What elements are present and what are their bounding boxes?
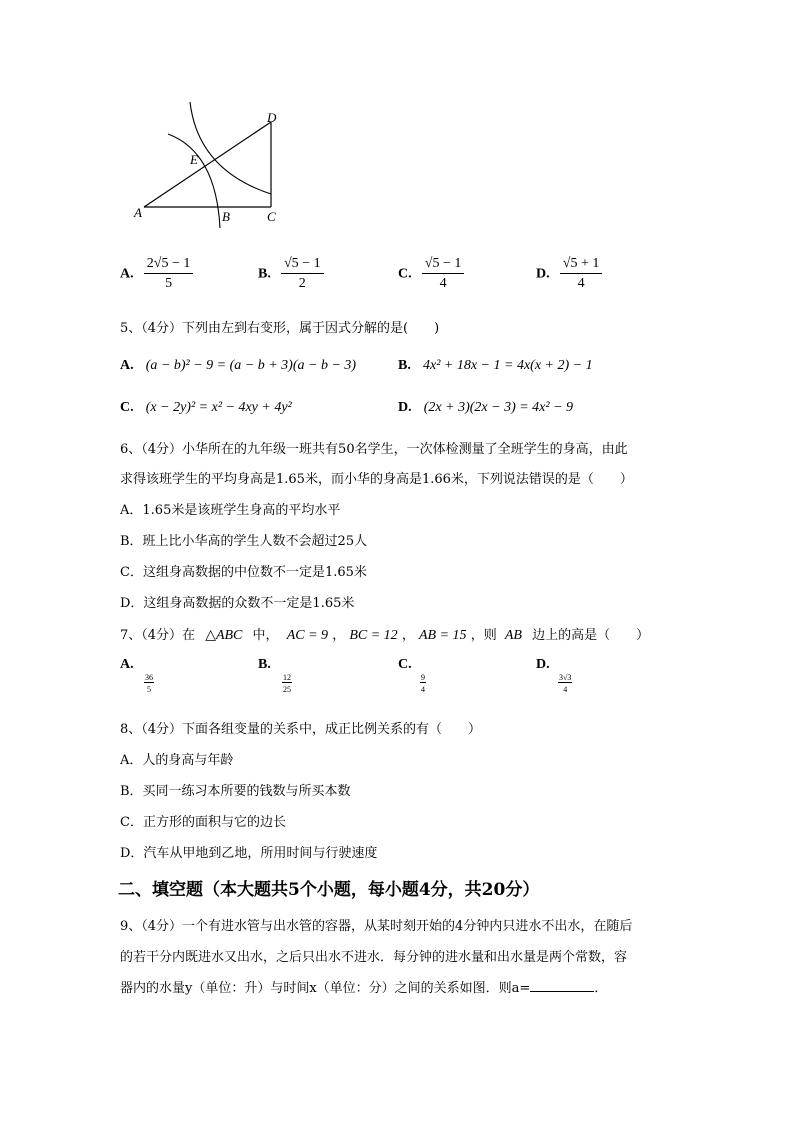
option-letter: B.: [258, 266, 271, 282]
fraction: [558, 673, 572, 694]
q5-stem: 5、（4分）下列由左到右变形，属于因式分解的是( ): [120, 321, 440, 336]
q8-option-a: A．人的身高与年龄: [120, 753, 234, 768]
denominator: 25: [283, 685, 291, 694]
q7-ab: AB = 15: [418, 628, 467, 643]
label-d: D: [267, 110, 277, 125]
numerator: 2√5 − 1: [144, 256, 194, 274]
q4-option-c: [398, 256, 464, 292]
option-letter: D.: [536, 266, 550, 282]
fraction: [420, 673, 426, 694]
numerator: √5 − 1: [281, 256, 324, 274]
denominator: 4: [421, 685, 425, 694]
option-letter: B.: [398, 358, 411, 373]
q9-line3-text: 器内的水量y（单位：升）与时间x（单位：分）之间的关系如图．则a=: [120, 981, 531, 996]
numerator: 9: [421, 673, 425, 682]
q4-option-b: [258, 256, 324, 292]
numerator: 3√3: [559, 673, 572, 682]
fraction: [144, 256, 194, 292]
denominator: 4: [439, 276, 447, 291]
q6-stem-line2: 求得该班学生的平均身高是1.65米，而小华的身高是1.66米，下列说法错误的是（ ）: [120, 472, 633, 487]
q7-option-c: [398, 657, 426, 694]
denominator: 4: [577, 276, 585, 291]
q8-option-d: D．汽车从甲地到乙地，所用时间与行驶速度: [120, 846, 378, 861]
q7-side: AB: [504, 628, 522, 643]
q7-option-b: [258, 657, 292, 694]
q5-option-c: [120, 400, 292, 416]
option-letter: A.: [120, 266, 134, 282]
fraction: [282, 673, 292, 694]
q7-option-d: [536, 657, 572, 694]
q7-mid2: ，则: [470, 628, 497, 643]
denominator: 5: [147, 685, 151, 694]
q9-line3: [120, 977, 607, 996]
q4-option-d: [536, 256, 602, 292]
label-c: C: [267, 209, 276, 224]
option-letter: C.: [398, 657, 412, 672]
segment-ad: [144, 122, 271, 207]
option-letter: D.: [536, 657, 550, 672]
label-b: B: [222, 209, 230, 224]
option-letter: A.: [120, 358, 134, 373]
q7-stem: [120, 624, 649, 644]
q7-mid1: 中，: [252, 628, 279, 643]
fraction: [144, 673, 154, 694]
q9-line1: 9、（4分）一个有进水管与出水管的容器，从某时刻开始的4分钟内只进水不出水，在随后: [120, 919, 633, 934]
q7-option-a: [120, 657, 154, 694]
q9-line3-suffix: ．: [594, 981, 608, 996]
option-expression: (x − 2y)² = x² − 4xy + 4y²: [145, 400, 292, 415]
option-expression: (2x + 3)(2x − 3) = 4x² − 9: [423, 400, 574, 415]
q6-option-a: A．1.65米是该班学生身高的平均水平: [120, 503, 341, 518]
q7-ac: AC = 9: [286, 628, 329, 643]
option-letter: A.: [120, 657, 134, 672]
numerator: 36: [145, 673, 153, 682]
q8-option-b: B．买同一练习本所要的钱数与所买本数: [120, 784, 351, 799]
denominator: 5: [165, 276, 173, 291]
denominator: 4: [563, 685, 568, 694]
geometry-figure: [128, 100, 288, 230]
q4-option-a: [120, 256, 193, 292]
option-letter: C.: [398, 266, 412, 282]
option-expression: (a − b)² − 9 = (a − b + 3)(a − b − 3): [145, 358, 357, 373]
option-expression: 4x² + 18x − 1 = 4x(x + 2) − 1: [422, 358, 593, 373]
q9-line2: 的若干分内既进水又出水，之后只出水不进水．每分钟的进水量和出水量是两个常数，容: [120, 950, 628, 965]
q6-stem-line1: 6、（4分）小华所在的九年级一班共有50名学生，一次体检测量了全班学生的身高，由此: [120, 442, 628, 457]
q5-option-d: [398, 400, 573, 416]
denominator: 2: [298, 276, 306, 291]
answer-blank[interactable]: [530, 979, 594, 992]
numerator: √5 + 1: [560, 256, 603, 274]
section-heading: 二、填空题（本大题共5个小题，每小题4分，共20分）: [118, 880, 540, 900]
arc-d: [190, 102, 271, 194]
q7-suffix: 边上的高是（ ）: [532, 628, 650, 643]
fraction: [422, 256, 465, 292]
numerator: √5 − 1: [422, 256, 465, 274]
fraction: [281, 256, 324, 292]
option-letter: D.: [398, 400, 412, 415]
comma: ，: [401, 628, 415, 643]
q6-option-c: C．这组身高数据的中位数不一定是1.65米: [120, 565, 367, 580]
q7-prefix: 7、（4分）在: [120, 628, 196, 643]
q8-option-c: C．正方形的面积与它的边长: [120, 815, 286, 830]
arc-a: [168, 134, 220, 228]
label-a: A: [134, 205, 142, 220]
q6-option-d: D．这组身高数据的众数不一定是1.65米: [120, 596, 355, 611]
q7-bc: BC = 12: [349, 628, 398, 643]
comma: ，: [332, 628, 346, 643]
q7-triangle: △ABC: [205, 628, 243, 643]
numerator: 12: [283, 673, 291, 682]
q6-option-b: B．班上比小华高的学生人数不会超过25人: [120, 534, 368, 549]
q5-option-b: [398, 358, 593, 374]
label-e: E: [190, 152, 198, 167]
q8-stem: 8、（4分）下面各组变量的关系中，成正比例关系的有（ ）: [120, 722, 482, 737]
fraction: [560, 256, 603, 292]
option-letter: B.: [258, 657, 271, 672]
q5-option-a: [120, 358, 356, 374]
option-letter: C.: [120, 400, 134, 415]
